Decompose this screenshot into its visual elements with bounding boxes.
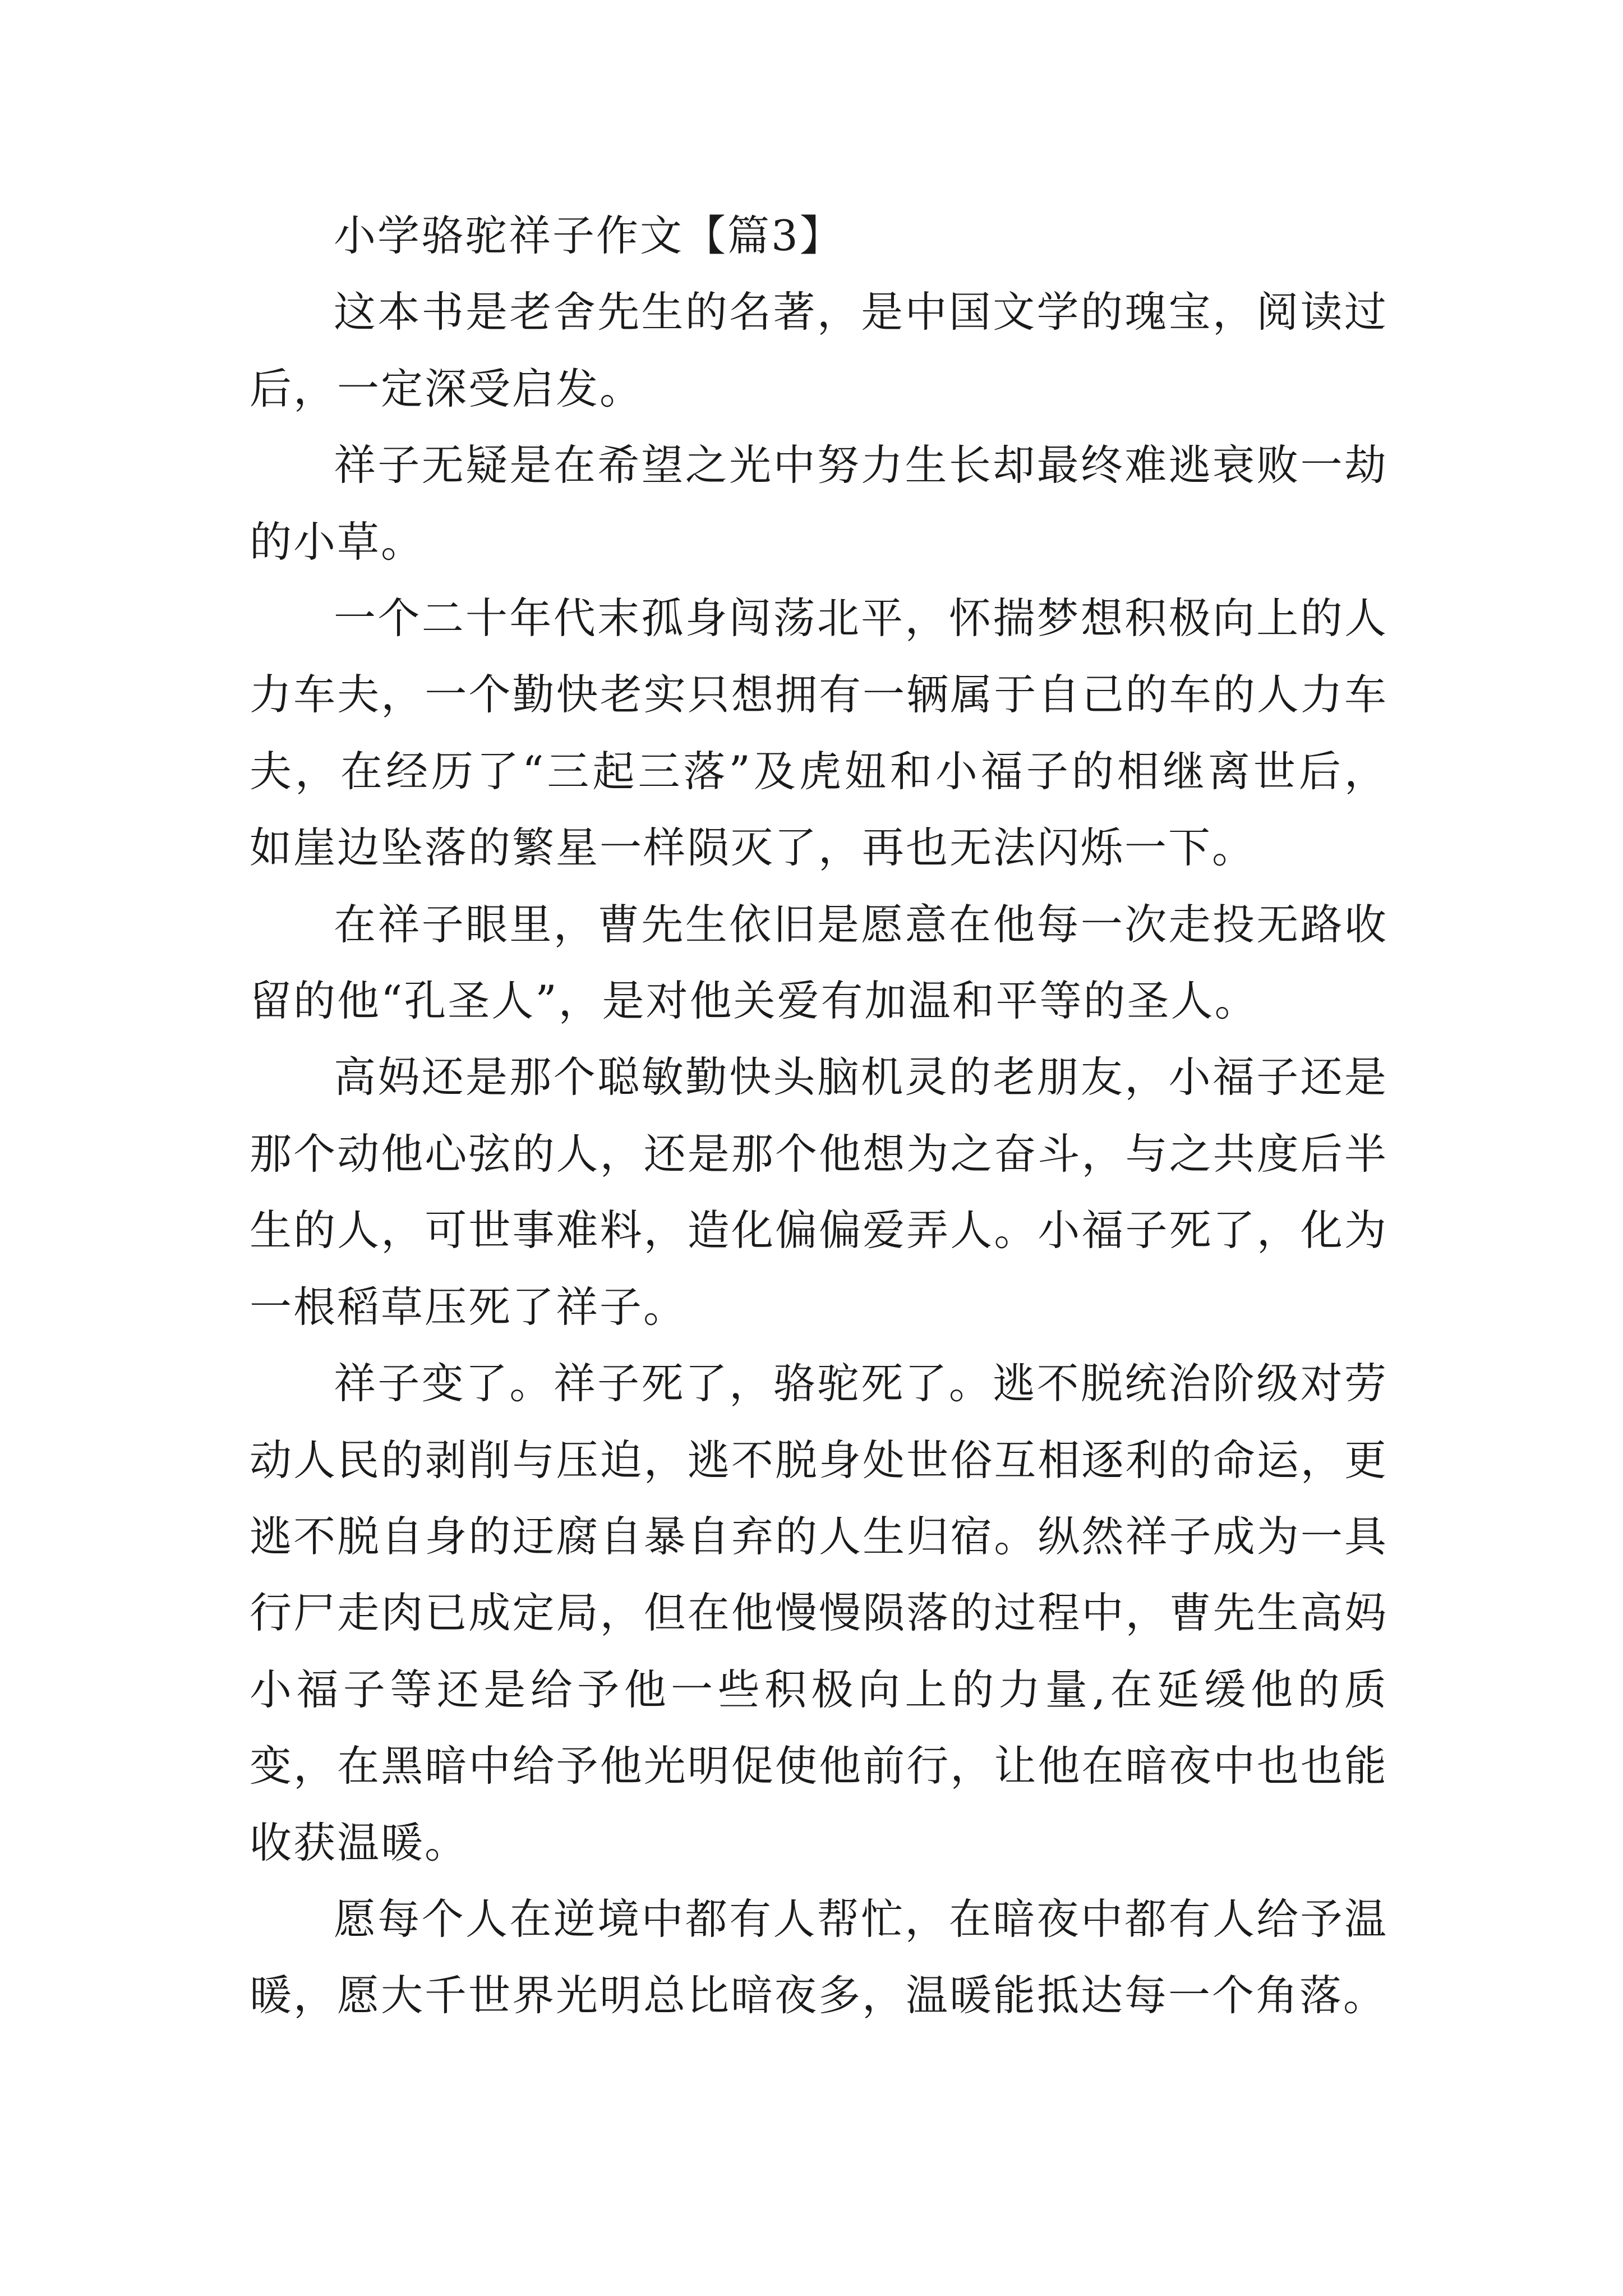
paragraph-1: 这本书是老舍先生的名著，是中国文学的瑰宝，阅读过后，一定深受启发。 [250, 287, 1388, 413]
paragraph-6: 祥子变了。祥子死了，骆驼死了。逃不脱统治阶级对劳动人民的剥削与压迫，逃不脱身处世俗互相逐利的命运，更逃不脱自身的迂腐自暴自弃的人生归宿。纵然祥子成为一具行尸走肉已成定局，但在他慢慢陨落的过程中，曹先生高妈小福子等还是给予他一些积极向上的力量,在延缓他的质变，在黑暗中给予他光明促使他前行，让他在暗夜中也也能收获温暖。 [250, 1359, 1388, 1867]
paragraph-4: 在祥子眼里，曹先生依旧是愿意在他每一次走投无路收留的他“孔圣人”，是对他关爱有加温和平等的圣人。 [250, 899, 1388, 1026]
document-title: 小学骆驼祥子作文【篇3】 [334, 211, 843, 260]
paragraph-3: 一个二十年代末孤身闯荡北平，怀揣梦想积极向上的人力车夫，一个勤快老实只想拥有一辆属于自己的车的人力车夫，在经历了“三起三落”及虎妞和小福子的相继离世后，如崖边坠落的繁星一样陨灭了，再也无法闪烁一下。 [250, 593, 1388, 873]
paragraph-5: 高妈还是那个聪敏勤快头脑机灵的老朋友，小福子还是那个动他心弦的人，还是那个他想为之奋斗，与之共度后半生的人，可世事难料，造化偏偏爱弄人。小福子死了，化为一根稻草压死了祥子。 [250, 1052, 1388, 1332]
document-body [250, 197, 1388, 2034]
paragraph-2: 祥子无疑是在希望之光中努力生长却最终难逃衰败一劫的小草。 [250, 440, 1388, 567]
paragraph-7: 愿每个人在逆境中都有人帮忙，在暗夜中都有人给予温暖，愿大千世界光明总比暗夜多，温暖能抵达每一个角落。 [250, 1894, 1388, 2021]
